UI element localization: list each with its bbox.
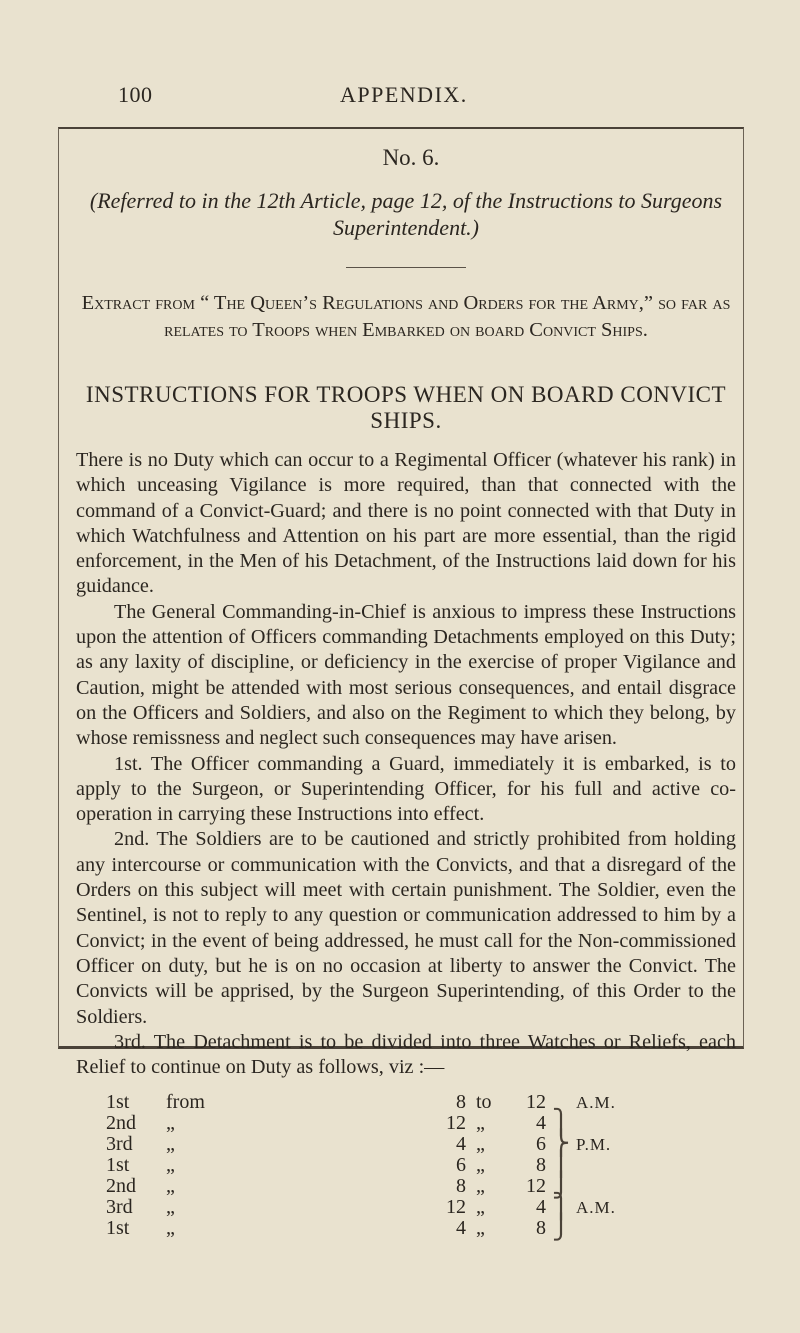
paragraph: 1st. The Officer commanding a Guard, immediately it is embarked, is to apply to the Surgeon, or Superintending Officer, for his full and active co-operation in carrying these Instructions into effect. — [76, 752, 736, 826]
watch-from: from — [166, 1091, 205, 1114]
watch-from: „ — [166, 1175, 175, 1198]
watch-schedule-table — [106, 1091, 726, 1242]
watch-meridiem — [576, 1155, 726, 1176]
running-title: APPENDIX. — [340, 82, 468, 107]
brace-icon: ⎭ — [552, 1173, 570, 1200]
watch-ordinal: 1st — [106, 1091, 130, 1114]
table-row — [106, 1197, 726, 1218]
watch-meridiem — [576, 1218, 726, 1239]
watch-ordinal: 3rd — [106, 1196, 133, 1219]
paragraph: There is no Duty which can occur to a Regimental Officer (whatever his rank) in which unceasing Vigilance is more required, than that connected with the command of a Convict-Guard; and there is no point connected with that Duty in which Watchfulness and Attention on his part are more essential, than the rigid enforcement, in the Men of his Detachment, of the Instructions laid down for his guidance. — [76, 449, 736, 598]
divider — [346, 267, 466, 268]
watch-to: „ — [476, 1112, 485, 1135]
table-row — [106, 1155, 726, 1176]
watch-to: to — [476, 1091, 492, 1114]
watch-ordinal: 3rd — [106, 1133, 133, 1156]
table-row — [106, 1218, 726, 1239]
brace-icon: ⎫ — [552, 1194, 570, 1221]
watch-meridiem: A.M. — [576, 1198, 616, 1218]
watch-end: 12 — [526, 1091, 546, 1114]
table-row — [106, 1176, 726, 1197]
watch-meridiem — [576, 1113, 726, 1134]
watch-end: 6 — [536, 1133, 546, 1156]
brace-icon: ⎪ — [552, 1152, 570, 1179]
document-body — [76, 145, 736, 1242]
watch-end: 4 — [536, 1112, 546, 1135]
watch-ordinal: 2nd — [106, 1175, 136, 1198]
running-head — [0, 82, 800, 112]
watch-from: „ — [166, 1196, 175, 1219]
table-row — [106, 1092, 726, 1113]
watch-end: 4 — [536, 1196, 546, 1219]
watch-start: 6 — [456, 1154, 466, 1177]
watch-start: 4 — [456, 1217, 466, 1240]
page-number: 100 — [118, 82, 153, 107]
watch-from: „ — [166, 1154, 175, 1177]
table-row — [106, 1134, 726, 1155]
watch-start: 12 — [446, 1112, 466, 1135]
watch-ordinal: 1st — [106, 1154, 130, 1177]
watch-from: „ — [166, 1133, 175, 1156]
document-number: No. 6. — [382, 145, 440, 170]
watch-to: „ — [476, 1133, 485, 1156]
watch-to: „ — [476, 1175, 485, 1198]
watch-to: „ — [476, 1217, 485, 1240]
watch-start: 12 — [446, 1196, 466, 1219]
paragraph: The General Commanding-in-Chief is anxious to impress these Instructions upon the attention of Officers commanding Detachments employed on this Duty; as any laxity of discipline, or deficiency in the exercise of proper Vigilance and Caution, might be attended with most serious consequences, and entail disgrace on the Officers and Soldiers, and also on the Regiment to which they belong, by whose remissness and neglect such consequences may have arisen. — [76, 600, 736, 750]
watch-start: 8 — [456, 1091, 466, 1114]
brace-icon: ⎬ — [552, 1131, 570, 1158]
watch-ordinal: 2nd — [106, 1112, 136, 1135]
watch-end: 8 — [536, 1154, 546, 1177]
watch-start: 4 — [456, 1133, 466, 1156]
brace-icon: ⎭ — [552, 1215, 570, 1242]
watch-ordinal: 1st — [106, 1217, 130, 1240]
watch-to: „ — [476, 1154, 485, 1177]
table-row — [106, 1113, 726, 1134]
extract-title: Extract from “ The Queen’s Regulations and Orders for the Army,” so far as relates to Troops when Embarked on board Convict Ships. — [81, 292, 731, 341]
watch-from: „ — [166, 1112, 175, 1135]
watch-start: 8 — [456, 1175, 466, 1198]
paragraph: 2nd. The Soldiers are to be cautioned and strictly prohibited from holding any intercourse or communication with the Convicts, and that a disregard of the Orders on this subject will meet with certain punishment. The Soldier, even the Sentinel, is not to reply to any question or communication addressed to him by a Convict; in the event of being addressed, he must call for the Non-commissioned Officer on duty, but he is on no occasion at liberty to answer the Convict. The Convicts will be apprised, by the Surgeon Superintending, of this Order to the Soldiers. — [76, 828, 736, 1028]
watch-end: 8 — [536, 1217, 546, 1240]
paragraph: 3rd. The Detachment is to be divided into three Watches or Reliefs, each Relief to continue on Duty as follows, viz :— — [76, 1030, 736, 1079]
watch-meridiem — [576, 1176, 726, 1197]
watch-end: 12 — [526, 1175, 546, 1198]
section-heading: INSTRUCTIONS FOR TROOPS WHEN ON BOARD CONVICT SHIPS. — [85, 382, 727, 433]
watch-from: „ — [166, 1217, 175, 1240]
reference-note: (Referred to in the 12th Article, page 12, of the Instructions to Surgeons Superintendent.) — [89, 188, 723, 240]
watch-meridiem: P.M. — [576, 1135, 612, 1155]
watch-meridiem: A.M. — [576, 1093, 616, 1113]
brace-icon: ⎫ — [552, 1110, 570, 1137]
watch-to: „ — [476, 1196, 485, 1219]
